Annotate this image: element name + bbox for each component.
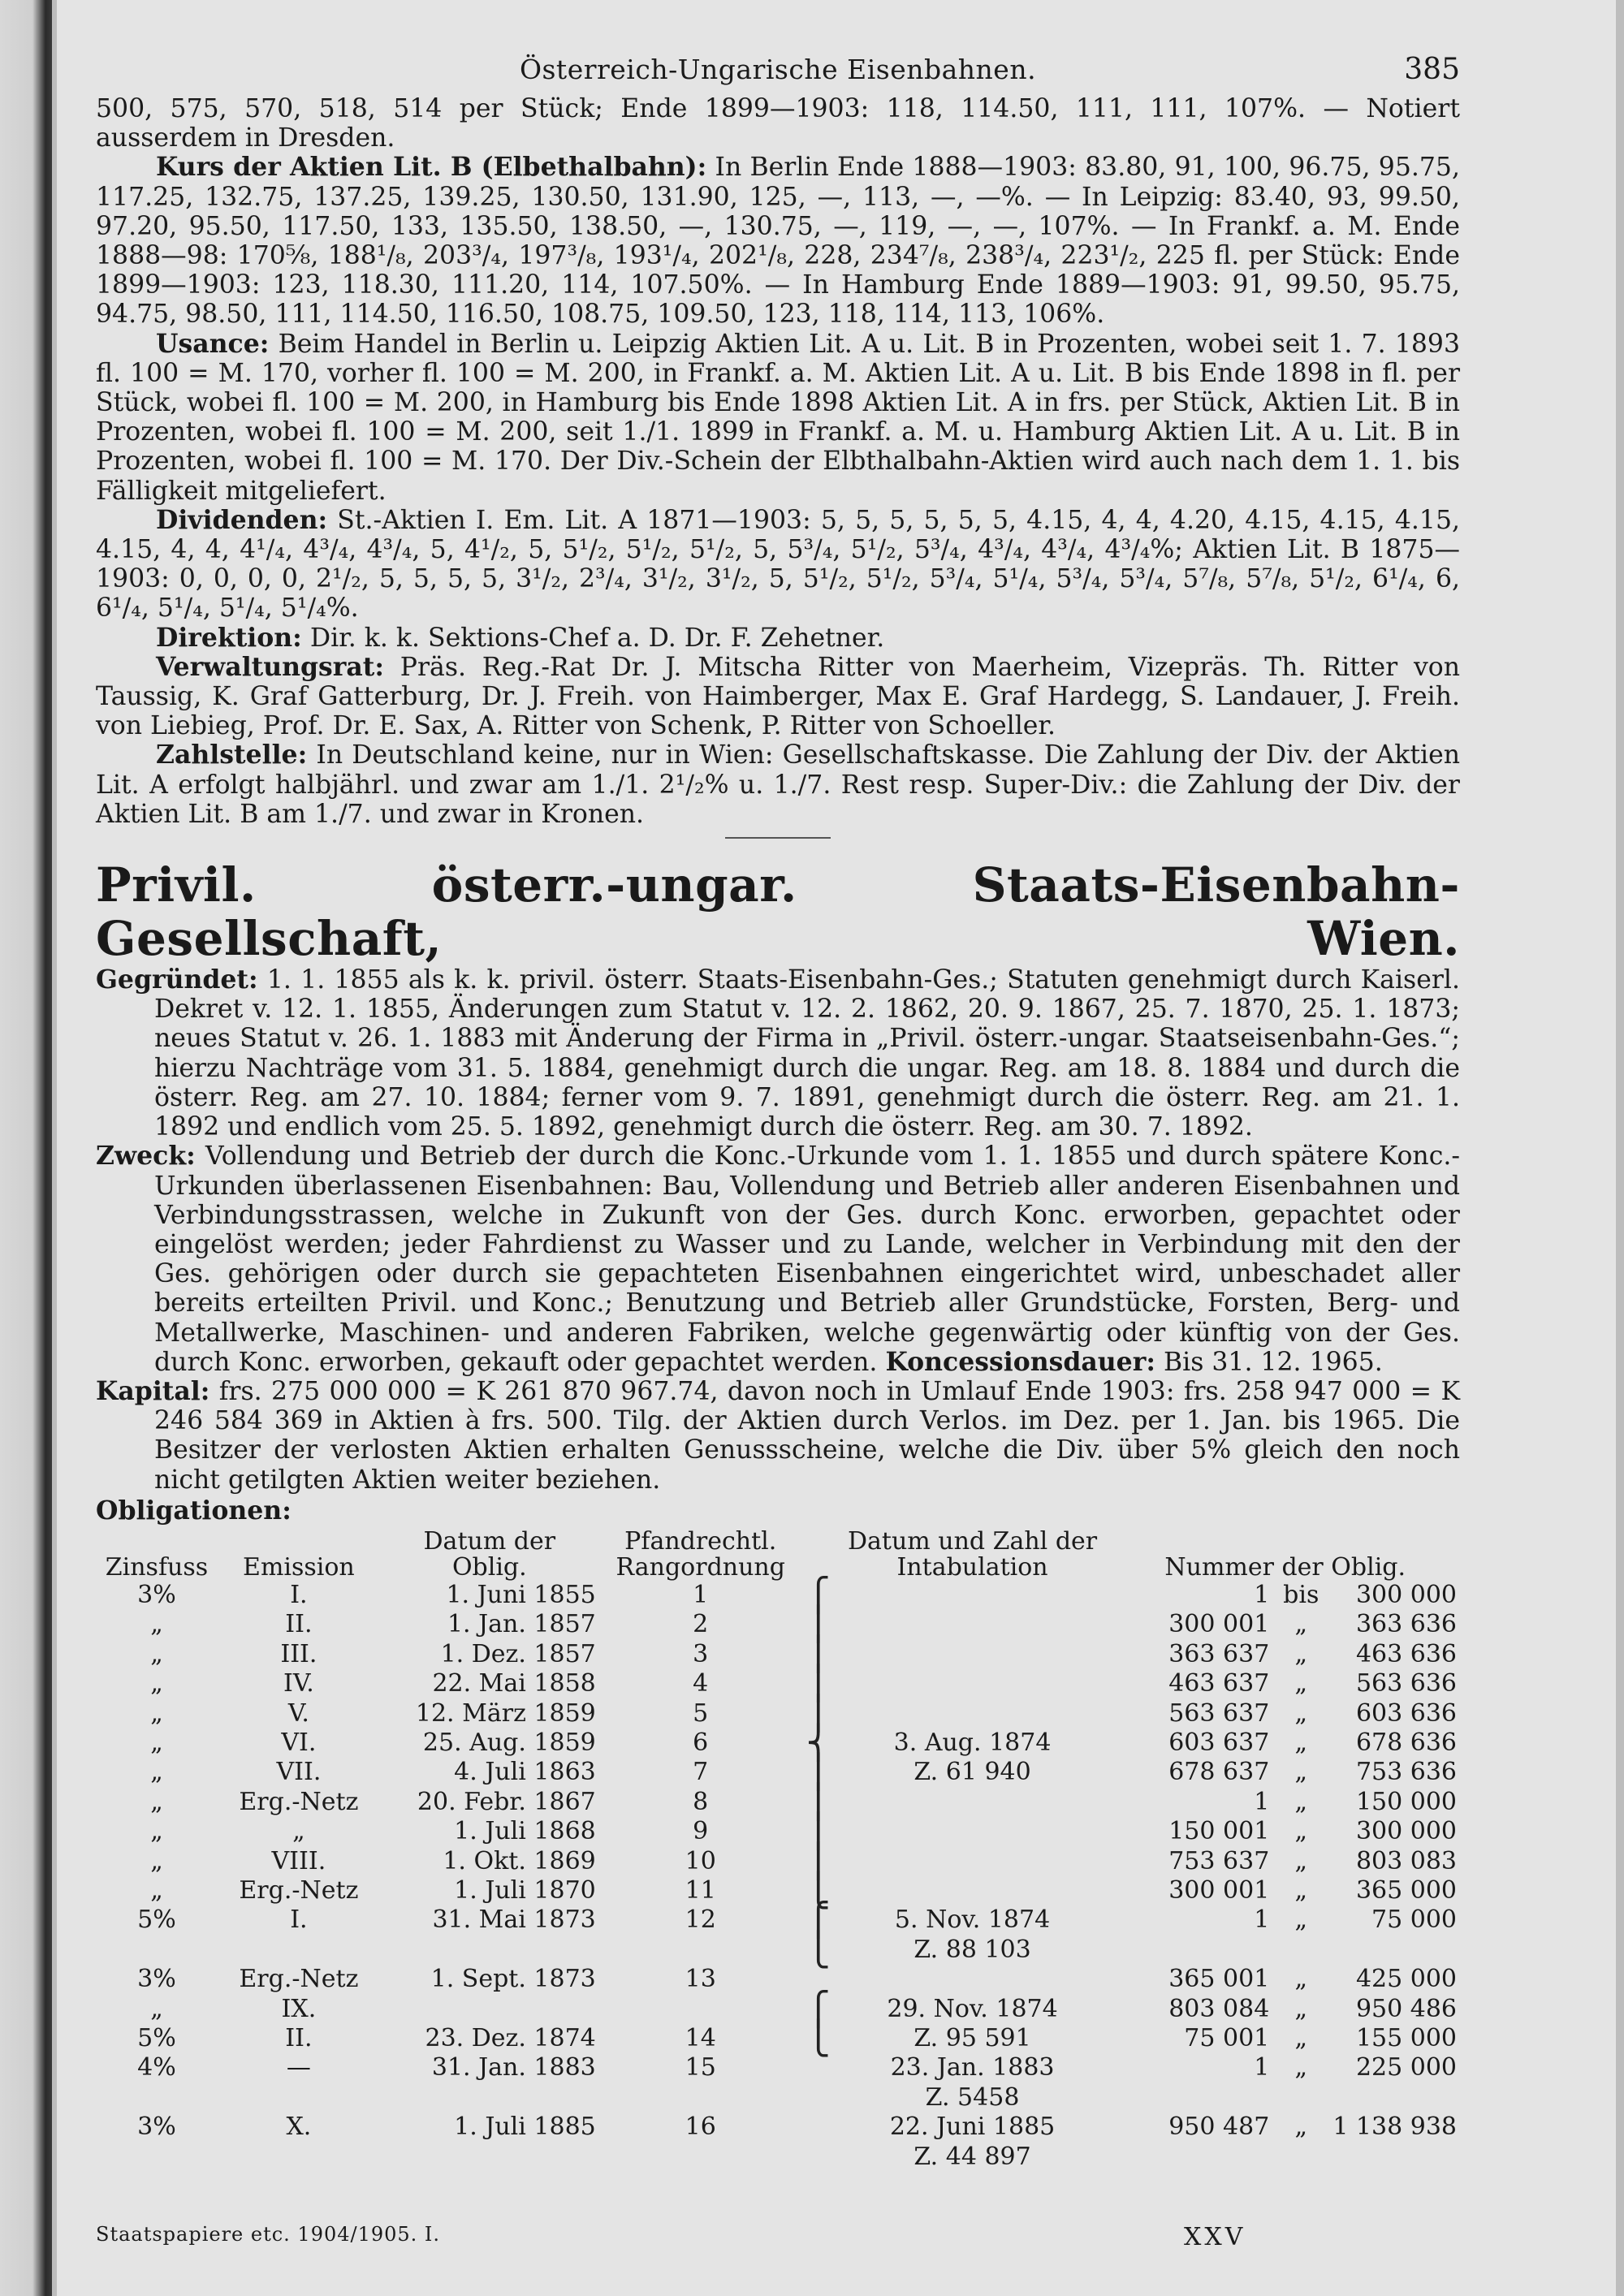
direktion-label: Direktion:	[156, 622, 302, 653]
cell-emission: II.	[285, 1610, 313, 1639]
cell-bis: „	[1294, 1728, 1308, 1757]
cell-zinsfuss: „	[150, 1639, 163, 1668]
table-row	[96, 1640, 1460, 1669]
cell-brace: ⎧	[806, 1990, 831, 2028]
cell-brace: ⎩	[806, 2020, 831, 2058]
cell-brace: ⎪	[806, 1606, 831, 1644]
cell-rang: 8	[693, 1787, 709, 1816]
cell-rang	[599, 2083, 802, 2113]
cell-zinsfuss: „	[150, 1787, 163, 1816]
cell-intabulation	[835, 1788, 1111, 1817]
cell-rang: 9	[693, 1817, 709, 1846]
page-footer	[96, 2223, 1460, 2255]
cell-zinsfuss: 5%	[137, 2024, 176, 2053]
cell-brace: ⎪	[806, 1754, 831, 1792]
header-zinsfuss: Zinsfuss	[105, 1552, 209, 1582]
cell-datum: 22. Mai 1858	[432, 1669, 596, 1698]
cell-brace: ⎪	[806, 1694, 831, 1733]
cell-nummer-von: 150 001	[1168, 1817, 1270, 1846]
cell-rang	[599, 1995, 802, 2024]
cell-zinsfuss: „	[150, 1994, 163, 2023]
running-head	[96, 49, 1460, 94]
table-row	[96, 1669, 1460, 1698]
cell-nummer-von: 603 637	[1168, 1728, 1270, 1757]
cell-bis: „	[1294, 1610, 1308, 1639]
dividenden-text: St.-Aktien I. Em. Lit. A 1871—1903: 5, 5, 5, 5, 5, 5, 4.15, 4, 4, 4.20, 4.15, 4.15, 4.15, 4.15, 4, 4, 4¹/₄, 4³/₄, 4³/₄, 5, 4¹/₂, 5, 5¹/₂, 5¹/₂, 5¹/₂, 5, 5³/₄, 5¹/₂, 5³/₄, 4³/₄, 4³/₄, 4³/₄%; Aktien Lit. B 1875—1903: 0, 0, 0, 0, 2¹/₂, 5, 5, 5, 5, 3¹/₂, 2³/₄, 3¹/₂, 3¹/₂, 5, 5¹/₂, 5¹/₂, 5³/₄, 5¹/₄, 5³/₄, 5³/₄, 5⁷/₈, 5⁷/₈, 5¹/₂, 6¹/₄, 6, 6¹/₄, 5¹/₄, 5¹/₄, 5¹/₄%.	[96, 505, 1461, 624]
zweck-label: Zweck:	[96, 1141, 196, 1172]
cell-intabulation: 22. Juni 1885	[889, 2113, 1056, 2142]
cell-datum	[380, 2083, 599, 2113]
table-row	[96, 1788, 1460, 1817]
verwaltungsrat-text: Präs. Reg.-Rat Dr. J. Mitscha Ritter von Maerheim, Vizepräs. Th. Ritter von Taussig, K. Graf Gatterburg, Dr. J. Freih. von Haimberger, Max E. Graf Hardegg, S. Landauer, J. Freih. von Liebieg, Prof. Dr. E. Sax, A. Ritter von Schenk, P. Ritter von Schoeller.	[96, 652, 1460, 741]
cell-nummer-von: 1	[1254, 2053, 1270, 2082]
dividenden-label: Dividenden:	[156, 504, 328, 535]
cell-brace: ⎨	[806, 1724, 831, 1762]
cell-zinsfuss	[96, 1936, 218, 1965]
direktion-text: Dir. k. k. Sektions-Chef a. D. Dr. F. Zehetner.	[309, 623, 885, 653]
cell-nummer-bis: 1 138 938	[1332, 2113, 1457, 2142]
cell-datum: 31. Mai 1873	[432, 1905, 596, 1935]
cell-intabulation	[835, 1847, 1111, 1876]
cell-zinsfuss: 3%	[137, 1965, 176, 1994]
cell-nummer-bis: 463 636	[1355, 1639, 1457, 1668]
cell-nummer-bis	[1329, 2143, 1460, 2172]
cell-bis	[1272, 1936, 1329, 1965]
cell-nummer-von: 803 084	[1168, 1994, 1270, 2023]
cell-datum: 1. Sept. 1873	[430, 1965, 596, 1994]
cell-zinsfuss	[96, 2143, 218, 2172]
cell-rang: 10	[685, 1846, 716, 1875]
table-row	[96, 1847, 1460, 1876]
running-head-title: Österreich-Ungarische Eisenbahnen.	[519, 54, 1037, 85]
cell-bis: „	[1294, 1905, 1308, 1935]
koncessionsdauer-label: Koncessionsdauer:	[885, 1346, 1155, 1377]
cell-datum: 25. Aug. 1859	[422, 1728, 596, 1757]
cell-intabulation: Z. 88 103	[914, 1935, 1031, 1964]
zahlstelle-text: In Deutschland keine, nur in Wien: Gesellschaftskasse. Die Zahlung der Div. der Aktien Lit. A erfolgt halbjährl. und zwar am 1./1. 2¹/₂% u. 1./7. Rest resp. Super-Div.: die Zahlung der Div. der Aktien Lit. B am 1./7. und zwar in Kronen.	[96, 740, 1460, 829]
cell-datum: 31. Jan. 1883	[431, 2053, 596, 2082]
cell-intabulation	[835, 1669, 1111, 1698]
cell-zinsfuss: 3%	[137, 1580, 176, 1609]
cell-bis: „	[1294, 1817, 1308, 1846]
cell-rang: 6	[693, 1728, 709, 1757]
cell-brace	[802, 2113, 835, 2142]
cell-emission: Erg.-Netz	[239, 1876, 359, 1905]
cell-bis: „	[1294, 2053, 1308, 2082]
header-nummer: Nummer der Oblig.	[1164, 1552, 1406, 1582]
cell-nummer-von: 1	[1254, 1787, 1270, 1816]
cell-brace: ⎪	[806, 1813, 831, 1851]
cell-intabulation: Z. 95 591	[914, 2024, 1031, 2053]
book-spine	[0, 0, 52, 2296]
cell-emission: Erg.-Netz	[239, 1787, 359, 1816]
cell-emission: VII.	[276, 1758, 322, 1787]
table-row	[96, 1965, 1460, 1994]
cell-bis: „	[1294, 1639, 1308, 1668]
cell-emission	[218, 2083, 380, 2113]
cell-bis: „	[1294, 1758, 1308, 1787]
cell-emission: VIII.	[271, 1846, 326, 1875]
cell-nummer-von: 463 637	[1168, 1669, 1270, 1698]
cell-nummer-von: 300 001	[1168, 1876, 1270, 1905]
cell-brace	[802, 2143, 835, 2172]
cell-nummer-von: 1	[1254, 1905, 1270, 1935]
cell-bis: „	[1294, 1698, 1308, 1728]
cell-datum: 20. Febr. 1867	[417, 1787, 596, 1816]
cell-rang: 12	[685, 1905, 716, 1935]
cell-rang: 13	[685, 1965, 716, 1994]
kapital-paragraph	[96, 1377, 1460, 1495]
cell-brace	[802, 2083, 835, 2113]
cell-bis: „	[1294, 1876, 1308, 1905]
table-row	[96, 1758, 1460, 1787]
cell-emission: IX.	[281, 1994, 317, 2023]
usance-paragraph	[96, 330, 1460, 506]
cell-bis	[1272, 2143, 1329, 2172]
cell-nummer-bis: 363 636	[1355, 1610, 1457, 1639]
cell-datum: 1. Juli 1868	[454, 1817, 596, 1846]
cell-nummer-von: 950 487	[1168, 2113, 1270, 2142]
cell-zinsfuss: „	[150, 1669, 163, 1698]
cell-nummer-von: 365 001	[1168, 1965, 1270, 1994]
cell-intabulation: 23. Jan. 1883	[890, 2053, 1055, 2082]
table-row	[96, 1817, 1460, 1846]
cell-rang: 11	[685, 1876, 716, 1905]
cell-nummer-bis: 365 000	[1355, 1876, 1457, 1905]
cell-nummer-von: 753 637	[1168, 1846, 1270, 1875]
cell-brace: ⎩	[806, 1931, 831, 1969]
cell-intabulation: Z. 44 897	[914, 2142, 1031, 2171]
kurs-paragraph	[96, 153, 1460, 329]
cell-intabulation	[835, 1699, 1111, 1728]
cell-intabulation: Z. 61 940	[914, 1758, 1031, 1787]
cell-intabulation: 5. Nov. 1874	[894, 1905, 1051, 1935]
obligationen-label: Obligationen:	[96, 1495, 292, 1526]
gegruendet-label: Gegründet:	[96, 965, 258, 995]
cell-zinsfuss: „	[150, 1610, 163, 1639]
header-datum: Datum der Oblig.	[423, 1526, 556, 1582]
table-row	[96, 1728, 1460, 1758]
cell-emission: II.	[285, 2024, 313, 2053]
cell-emission: III.	[280, 1639, 317, 1668]
cell-emission: IV.	[283, 1669, 314, 1698]
kurs-text: In Berlin Ende 1888—1903: 83.80, 91, 100, 96.75, 95.75, 117.25, 132.75, 137.25, 139.25, 130.50, 131.90, 125, —, 113, —, —%. — In Leipzig: 83.40, 93, 99.50, 97.20, 95.50, 117.50, 133, 135.50, 138.50, —, 130.75, —, 119, —, —, 107%. — In Frankf. a. M. Ende 1888—98: 170⅝, 188¹/₈, 203³/₄, 197³/₈, 193¹/₄, 202¹/₈, 228, 234⁷/₈, 238³/₄, 223¹/₂, 225 fl. per Stück: Ende 1899—1903: 123, 118.30, 111.20, 114, 107.50%. — In Hamburg Ende 1889—1903: 91, 99.50, 95.75, 94.75, 98.50, 111, 114.50, 116.50, 108.75, 109.50, 123, 118, 114, 113, 106%.	[96, 153, 1460, 330]
usance-label: Usance:	[156, 328, 270, 359]
zahlstelle-label: Zahlstelle:	[156, 740, 308, 770]
cell-intabulation	[835, 1817, 1111, 1846]
cell-intabulation	[835, 1965, 1111, 1994]
cell-nummer-bis: 150 000	[1355, 1787, 1457, 1816]
cell-intabulation	[835, 1610, 1111, 1639]
cell-rang: 3	[693, 1639, 709, 1668]
cell-emission	[218, 1936, 380, 1965]
cell-datum: 1. Okt. 1869	[443, 1846, 596, 1875]
cell-brace	[802, 2053, 835, 2082]
cell-brace: ⎪	[806, 1665, 831, 1703]
cell-bis: „	[1294, 2024, 1308, 2053]
cell-rang: 2	[693, 1610, 709, 1639]
cell-rang	[599, 1936, 802, 1965]
table-row	[96, 1581, 1460, 1610]
cell-emission: I.	[290, 1905, 308, 1935]
cell-nummer-bis: 225 000	[1355, 2053, 1457, 2082]
cell-rang: 16	[685, 2113, 716, 2142]
table-row	[96, 1610, 1460, 1639]
cell-nummer-bis	[1329, 2083, 1460, 2113]
cell-brace: ⎧	[806, 1576, 831, 1614]
cell-datum: 1. Juli 1870	[454, 1876, 596, 1905]
cell-rang: 4	[693, 1669, 709, 1698]
cell-datum: 1. Dez. 1857	[440, 1639, 596, 1668]
cell-datum: 12. März 1859	[415, 1698, 596, 1728]
cell-datum: 1. Juli 1885	[454, 2113, 596, 2142]
cell-nummer-bis: 803 083	[1355, 1846, 1457, 1875]
cell-datum: 4. Juli 1863	[454, 1758, 596, 1787]
cell-rang: 1	[693, 1580, 709, 1609]
cell-nummer-bis: 753 636	[1355, 1758, 1457, 1787]
cell-nummer-von: 1	[1254, 1580, 1270, 1609]
cell-emission: I.	[290, 1580, 308, 1609]
cell-datum	[380, 1936, 599, 1965]
obligationen-table	[96, 1526, 1460, 2172]
cell-bis: „	[1294, 1669, 1308, 1698]
usance-text: Beim Handel in Berlin u. Leipzig Aktien Lit. A u. Lit. B in Prozenten, wobei seit 1. 7. 1893 fl. 100 = M. 170, vorher fl. 100 = M. 200, in Frankf. a. M. Aktien Lit. A u. Lit. B bis Ende 1898 in fl. per Stück, wobei fl. 100 = M. 200, in Hamburg bis Ende 1898 Aktien Lit. A in frs. per Stück, Aktien Lit. B in Prozenten, wobei fl. 100 = M. 200, seit 1./1. 1899 in Frankf. a. M. u. Hamburg Aktien Lit. A u. Lit. B in Prozenten, wobei fl. 100 = M. 170. Der Div.-Schein der Elbthalbahn-Aktien wird auch nach dem 1. 1. bis Fälligkeit mitgeliefert.	[96, 329, 1460, 506]
cell-nummer-bis: 603 636	[1355, 1698, 1457, 1728]
cell-nummer-bis: 300 000	[1355, 1580, 1457, 1609]
cell-bis: „	[1294, 1994, 1308, 2023]
zahlstelle-paragraph	[96, 740, 1460, 829]
cell-intabulation: Z. 5458	[925, 2082, 1020, 2112]
table-row	[96, 1876, 1460, 1905]
cell-rang: 7	[693, 1758, 709, 1787]
table-row	[96, 2143, 1460, 2172]
header-intabulation: Datum und Zahl der Intabulation	[847, 1526, 1098, 1582]
cell-bis: „	[1294, 1965, 1308, 1994]
cell-brace: ⎩	[806, 1872, 831, 1910]
table-row	[96, 2113, 1460, 2142]
verwaltungsrat-label: Verwaltungsrat:	[156, 651, 384, 682]
cell-nummer-von	[1110, 2143, 1272, 2172]
cell-nummer-bis: 563 636	[1355, 1669, 1457, 1698]
cell-zinsfuss: „	[150, 1698, 163, 1728]
kapital-text: frs. 275 000 000 = K 261 870 967.74, davon noch in Umlauf Ende 1903: frs. 258 947 000 = K 246 584 369 in Aktien à frs. 500. Tilg. der Aktien durch Verlos. im Dez. per 1. Jan. bis 1965. Die Besitzer der verlosten Aktien erhalten Genussscheine, welche die Div. über 5% gleich den noch nicht getilgten Aktien weiter beziehen.	[154, 1376, 1460, 1495]
zweck-paragraph	[96, 1142, 1460, 1377]
cell-brace: ⎪	[806, 1783, 831, 1821]
cell-emission: V.	[287, 1698, 309, 1728]
cell-nummer-von: 363 637	[1168, 1639, 1270, 1668]
cell-bis: „	[1294, 1846, 1308, 1875]
cell-emission	[218, 2143, 380, 2172]
cell-zinsfuss: „	[150, 1846, 163, 1875]
table-row	[96, 2083, 1460, 2113]
cell-datum	[380, 2143, 599, 2172]
cell-nummer-bis: 300 000	[1355, 1817, 1457, 1846]
signature-mark: XXV	[1184, 2223, 1246, 2251]
kapital-label: Kapital:	[96, 1375, 210, 1406]
cell-bis: „	[1294, 2113, 1308, 2142]
company-title: Privil. österr.-ungar. Staats-Eisenbahn-Gesellschaft, Wien.	[96, 857, 1460, 967]
cell-nummer-von: 563 637	[1168, 1698, 1270, 1728]
cell-datum: 1. Juni 1855	[446, 1580, 596, 1609]
cell-datum	[380, 1995, 599, 2024]
cell-nummer-bis: 950 486	[1355, 1994, 1457, 2023]
cell-zinsfuss: „	[150, 1728, 163, 1757]
kurs-label: Kurs der Aktien Lit. B (Elbethalbahn):	[156, 152, 707, 183]
table-row	[96, 1995, 1460, 2024]
cell-intabulation: 3. Aug. 1874	[893, 1728, 1052, 1757]
cell-brace: ⎪	[806, 1842, 831, 1880]
cell-zinsfuss	[96, 2083, 218, 2113]
cell-intabulation	[835, 1640, 1111, 1669]
cell-nummer-bis: 75 000	[1371, 1905, 1457, 1935]
gegruendet-text: 1. 1. 1855 als k. k. privil. österr. Staats-Eisenbahn-Ges.; Statuten genehmigt durch Kaiserl. Dekret v. 12. 1. 1855, Änderungen zum Statut v. 12. 2. 1862, 20. 9. 1867, 25. 7. 1870, 25. 1. 1873; neues Statut v. 26. 1. 1883 mit Änderung der Firma in „Privil. österr.-ungar. Staatseisenbahn-Ges.“; hierzu Nachträge vom 31. 5. 1884, genehmigt durch die ungar. Reg. am 18. 8. 1884 und durch die österr. Reg. am 27. 10. 1884; ferner vom 9. 7. 1891, genehmigt durch die österr. Reg. am 21. 1. 1892 und endlich vom 25. 5. 1892, genehmigt durch die österr. Reg. am 30. 7. 1892.	[154, 965, 1460, 1142]
cell-zinsfuss: „	[150, 1758, 163, 1787]
cell-rang: 14	[685, 2024, 716, 2053]
obligationen-body	[96, 1576, 1460, 2172]
table-row	[96, 1699, 1460, 1728]
cell-emission: —	[286, 2053, 311, 2082]
cell-rang	[599, 2143, 802, 2172]
kurs-intro-paragraph: 500, 575, 570, 518, 514 per Stück; Ende 1899—1903: 118, 114.50, 111, 111, 107%. — Notiert ausserdem in Dresden.	[96, 94, 1460, 153]
cell-nummer-von: 300 001	[1168, 1610, 1270, 1639]
cell-zinsfuss: „	[150, 1876, 163, 1905]
cell-intabulation: 29. Nov. 1874	[887, 1994, 1058, 2023]
header-pfandrecht: Pfandrechtl. Rangordnung	[615, 1526, 785, 1582]
verwaltungsrat-paragraph	[96, 653, 1460, 741]
cell-intabulation	[835, 1876, 1111, 1905]
table-header-row	[96, 1529, 1460, 1581]
cell-bis: bis	[1283, 1580, 1320, 1609]
cell-rang: 5	[693, 1698, 709, 1728]
cell-emission: Erg.-Netz	[239, 1965, 359, 1994]
cell-datum: 1. Jan. 1857	[447, 1610, 596, 1639]
cell-zinsfuss: 4%	[137, 2053, 176, 2082]
header-emission: Emission	[243, 1552, 355, 1582]
cell-nummer-von	[1110, 1936, 1272, 1965]
cell-emission: X.	[286, 2113, 312, 2142]
dividenden-paragraph	[96, 506, 1460, 624]
table-row	[96, 2024, 1460, 2053]
zweck-text: Vollendung und Betrieb der durch die Konc.-Urkunde vom 1. 1. 1855 und durch spätere Konc.-Urkunden überlassenen Eisenbahnen: Bau, Vollendung und Betrieb aller anderen Eisenbahnen und Verbindungsstrassen, welche in Zukunft von der Ges. durch Konc. erworben, gepachtet oder eingelöst werden; jeder Fahrdienst zu Wasser und zu Lande, welcher in Verbindung mit den der Ges. gehörigen oder durch sie gepachteten Eisenbahnen eingerichtet wird, unbeschadet aller bereits erteilten Privil. und Konc.; Benutzung und Betrieb aller Grundstücke, Forsten, Berg- und Metallwerke, Maschinen- und anderen Fabriken, welche gegenwärtig oder künftig von der Ges. durch Konc. erworben, gekauft oder gepachtet werden.	[154, 1142, 1460, 1377]
footer-source: Staatspapiere etc. 1904/1905. I.	[96, 2223, 441, 2246]
cell-intabulation	[835, 1581, 1111, 1610]
koncessionsdauer-text: Bis 31. 12. 1965.	[1163, 1347, 1383, 1377]
direktion-paragraph	[96, 624, 1460, 653]
section-divider	[725, 837, 831, 839]
cell-nummer-bis: 155 000	[1355, 2024, 1457, 2053]
table-row	[96, 1936, 1460, 1965]
cell-nummer-bis: 678 636	[1355, 1728, 1457, 1757]
cell-brace: ⎪	[806, 1635, 831, 1673]
gegruendet-paragraph	[96, 965, 1460, 1142]
cell-zinsfuss: 5%	[137, 1905, 176, 1935]
cell-nummer-bis: 425 000	[1355, 1965, 1457, 1994]
cell-datum: 23. Dez. 1874	[425, 2024, 596, 2053]
cell-nummer-bis	[1329, 1936, 1460, 1965]
cell-nummer-von: 678 637	[1168, 1758, 1270, 1787]
cell-emission: „	[292, 1817, 305, 1846]
cell-nummer-von: 75 001	[1184, 2024, 1270, 2053]
cell-brace: ⎧	[806, 1901, 831, 1940]
cell-rang: 15	[685, 2053, 716, 2082]
cell-bis: „	[1294, 1787, 1308, 1816]
cell-zinsfuss: 3%	[137, 2113, 176, 2142]
cell-zinsfuss: „	[150, 1817, 163, 1846]
page-number: 385	[1404, 53, 1460, 86]
cell-emission: VI.	[281, 1728, 317, 1757]
table-row	[96, 1905, 1460, 1935]
page-content	[96, 49, 1460, 2172]
cell-nummer-von	[1110, 2083, 1272, 2113]
cell-bis	[1272, 2083, 1329, 2113]
table-row	[96, 2053, 1460, 2082]
